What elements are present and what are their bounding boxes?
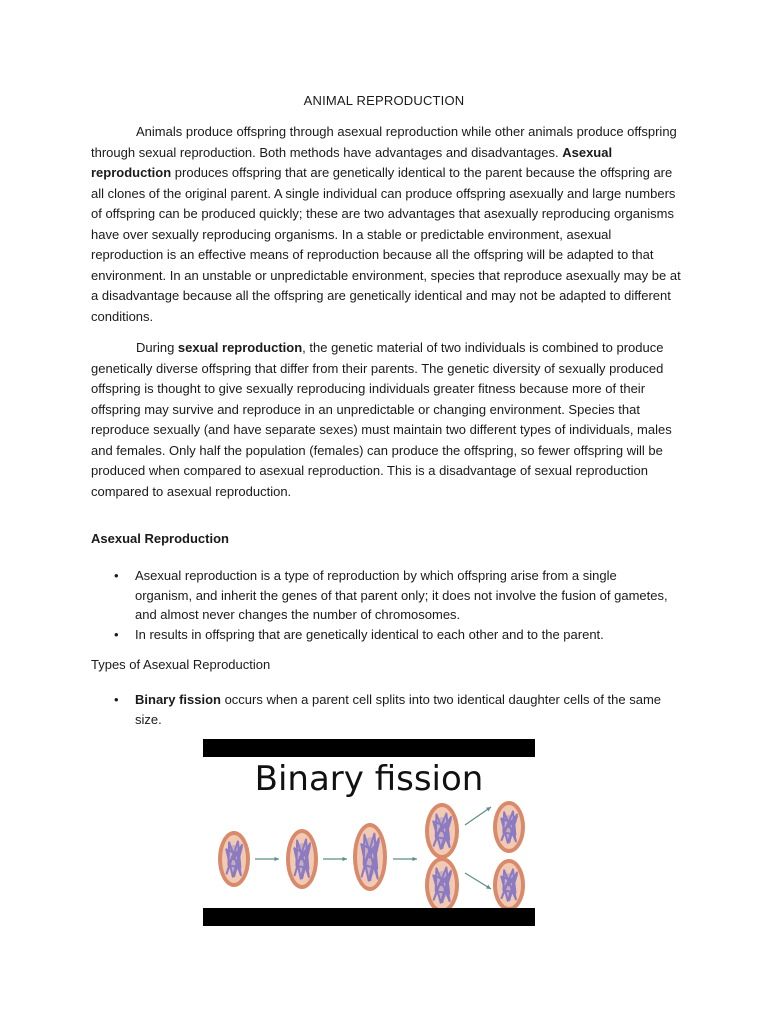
paragraph-text: produces offspring that are genetically identical to the parent because the offspring are all clones of the original parent. A single individual can produce offspring asexually and large numbers of offspring can be produced quickly; these are two advantages that asexually reproducing organisms have over sexually reproducing organisms. In a stable or predictable environment, asexual reproduction is an effective means of reproduction because all the offspring will be adapted to that environment. In an unstable or unpredictable environment, species that reproduce asexually may be at a disadvantage because all the offspring are genetically identical and may not be adapted to different conditions. — [91, 165, 681, 324]
nucleoid — [435, 871, 449, 899]
arrow-line — [465, 873, 491, 889]
list-item — [91, 566, 671, 625]
nucleoid — [363, 837, 377, 877]
section-heading-asexual: Asexual Reproduction — [91, 531, 229, 546]
arrow-head — [486, 807, 491, 811]
nucleoid — [503, 873, 515, 897]
list-item — [91, 625, 671, 645]
nucleoid — [296, 843, 308, 875]
types-bullet-list — [91, 690, 671, 729]
arrow-head — [274, 857, 279, 861]
paragraph-text: Animals produce offspring through asexual reproduction while other animals produce offspring through sexual reproduction. Both methods have advantages and disadvantages. — [91, 124, 677, 160]
bold-term-binary-fission: Binary fission — [135, 692, 221, 707]
list-item-text: In results in offspring that are genetically identical to each other and to the parent. — [135, 626, 604, 642]
asexual-bullet-list — [91, 566, 671, 644]
arrow-line — [465, 807, 491, 825]
paragraph-text: During — [136, 340, 178, 355]
binary-fission-illustration — [203, 739, 535, 926]
binary-fission-figure — [203, 739, 535, 926]
section-heading-types: Types of Asexual Reproduction — [91, 657, 271, 672]
bullet-icon: • — [114, 692, 119, 707]
figure-title: Binary fission — [254, 759, 484, 799]
document-title: ANIMAL REPRODUCTION — [303, 93, 465, 108]
list-item-text: Asexual reproduction is a type of reproduction by which offspring arise from a single organism, and inherit the genes of that parent only; it does not involve the fusion of gametes, and almost never changes the number of chromosomes. — [135, 568, 668, 622]
bold-term-sexual: sexual reproduction — [177, 340, 303, 355]
nucleoid — [228, 845, 240, 873]
figure-bottom-bar — [203, 908, 535, 926]
nucleoid — [435, 817, 449, 845]
paragraph-text: , the genetic material of two individuals is combined to produce genetically diverse offspring that differ from their parents. The genetic diversity of sexually produced offspring is thought to give sexually reproducing individuals greater fitness because more of their offspring may survive and reproduce in an unpredictable or changing environment. Species that reproduce sexually (and have separate sexes) must maintain two different types of individuals, males and females. Only half the population (females) can produce the offspring, so fewer offspring will be produced when compared to asexual reproduction. This is a disadvantage of sexual reproduction compared to asexual reproduction. — [91, 340, 672, 499]
arrow-head — [412, 857, 417, 861]
bold-term-asexual: Asexual reproduction — [91, 144, 613, 180]
list-item — [91, 690, 671, 729]
paragraph-asexual-intro — [91, 122, 681, 327]
list-item-text: occurs when a parent cell splits into two identical daughter cells of the same size. — [135, 692, 662, 727]
bullet-icon: • — [114, 626, 119, 642]
nucleoid — [503, 815, 515, 839]
paragraph-sexual — [91, 338, 681, 502]
arrow-head — [342, 857, 347, 861]
bullet-icon: • — [114, 568, 119, 583]
